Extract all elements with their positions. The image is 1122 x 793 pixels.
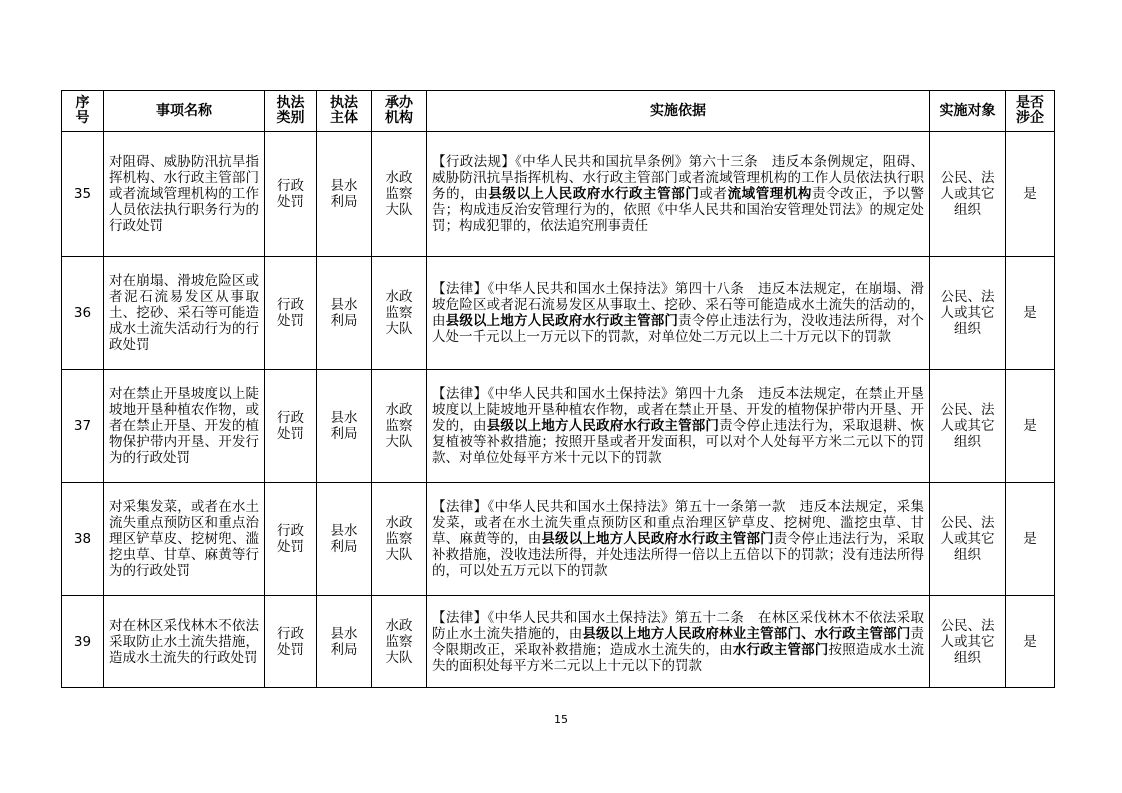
cell-subject: 县水利局: [317, 370, 372, 483]
header-enterprise: 是否涉企: [1006, 91, 1055, 132]
basis-text: 【法律】《中华人民共和国水土保持法》第四十八条 违反本法规定，在崩塌、滑坡危险区或者泥石流易发区从事取土、挖砂、采石等可能造成水土流失的活动的，由: [432, 281, 924, 329]
cell-agency: 水政监察大队: [372, 257, 427, 370]
cell-type: 行政处罚: [265, 257, 317, 370]
table-row: [62, 483, 1055, 596]
cell-agency: 水政监察大队: [372, 370, 427, 483]
basis-text: 责令停止违法行为，采取退耕、恢复植被等补救措施；按照开垦或者开发面积，可以对个人处每平方米二元以下的罚款、对单位处每平方米十元以下的罚款: [432, 418, 925, 466]
basis-authority: 县级以上地方人民政府水行政主管部门: [486, 418, 720, 434]
header-agency: 承办机构: [372, 91, 427, 132]
header-type: 执法类别: [265, 91, 317, 132]
cell-name: 对在林区采伐林木不依法采取防止水土流失措施，造成水土流失的行政处罚: [104, 596, 265, 688]
cell-agency: 水政监察大队: [372, 483, 427, 596]
table-header-row: [62, 91, 1055, 132]
cell-enterprise: 是: [1006, 596, 1055, 688]
basis-authority: 水行政主管部门: [732, 641, 829, 658]
cell-name: 对阻碍、威胁防汛抗旱指挥机构、水行政主管部门或者流域管理机构的工作人员依法执行职务行为的行政处罚: [104, 132, 265, 257]
cell-seq: 39: [62, 596, 104, 688]
basis-text: 【行政法规】《中华人民共和国抗旱条例》第六十三条 违反本条例规定，阻碍、威胁防汛抗旱指挥机构、水行政主管部门或者流域管理机构的工作人员依法执行职务的，由: [432, 154, 924, 202]
cell-basis: [427, 132, 930, 257]
cell-target: 公民、法人或其它组织: [930, 370, 1006, 483]
cell-subject: 县水利局: [317, 596, 372, 688]
basis-authority: 县级以上地方人民政府林业主管部门、水行政主管部门: [582, 625, 911, 642]
basis-authority: 县级以上人民政府水行政主管部门: [488, 186, 700, 202]
cell-name: 对在崩塌、滑坡危险区或者泥石流易发区从事取土、挖砂、采石等可能造成水土流失活动行为的行政处罚: [104, 257, 265, 370]
cell-type: 行政处罚: [265, 132, 317, 257]
table-row: [62, 370, 1055, 483]
basis-text: 责令停止违法行为，采取补救措施，没收违法所得，并处违法所得一倍以上五倍以下的罚款；没有违法所得的，可以处五万元以下的罚款: [432, 531, 925, 579]
cell-target: 公民、法人或其它组织: [930, 257, 1006, 370]
cell-enterprise: 是: [1006, 483, 1055, 596]
cell-seq: 37: [62, 370, 104, 483]
cell-seq: 36: [62, 257, 104, 370]
cell-target: 公民、法人或其它组织: [930, 132, 1006, 257]
cell-type: 行政处罚: [265, 483, 317, 596]
cell-target: 公民、法人或其它组织: [930, 483, 1006, 596]
header-basis: 实施依据: [427, 91, 930, 132]
basis-authority: 县级以上地方人民政府水行政主管部门: [445, 313, 679, 329]
table-row: [62, 257, 1055, 370]
cell-subject: 县水利局: [317, 132, 372, 257]
cell-enterprise: 是: [1006, 132, 1055, 257]
header-name: 事项名称: [104, 91, 265, 132]
cell-enterprise: 是: [1006, 257, 1055, 370]
basis-authority: 县级以上地方人民政府水行政主管部门: [541, 531, 774, 547]
cell-seq: 35: [62, 132, 104, 257]
cell-target: 公民、法人或其它组织: [930, 596, 1006, 688]
cell-seq: 38: [62, 483, 104, 596]
cell-type: 行政处罚: [265, 596, 317, 688]
cell-enterprise: 是: [1006, 370, 1055, 483]
cell-name: 对采集发菜，或者在水土流失重点预防区和重点治理区铲草皮、挖树兜、滥挖虫草、甘草、麻黄等行为的行政处罚: [104, 483, 265, 596]
cell-subject: 县水利局: [317, 483, 372, 596]
basis-text: 或者: [699, 186, 728, 202]
basis-text: 【法律】《中华人民共和国水土保持法》第五十一条第一款 违反本法规定，采集发菜，或者在水土流失重点预防区和重点治理区铲草皮、挖树兜、滥挖虫草、甘草、麻黄等的，由: [432, 499, 924, 547]
basis-text: 责令限期改正，采取补救措施；造成水土流失的，由: [432, 625, 925, 658]
basis-authority: 流域管理机构: [727, 186, 813, 202]
basis-text: 责令停止违法行为，没收违法所得，对个人处一千元以上一万元以下的罚款，对单位处二万元以上二十万元以下的罚款: [432, 313, 925, 345]
basis-text: 【法律】《中华人民共和国水土保持法》第五十二条 在林区采伐林木不依法采取防止水土流失措施的，由: [432, 609, 924, 642]
cell-basis: [427, 483, 930, 596]
enforcement-table: [61, 90, 1055, 688]
basis-text: 【法律】《中华人民共和国水土保持法》第四十九条 违反本法规定，在禁止开垦坡度以上陡坡地开垦种植农作物，或者在禁止开垦、开发的植物保护带内开垦、开发的，由: [432, 386, 924, 434]
header-seq: 序号: [62, 91, 104, 132]
table-row: [62, 596, 1055, 688]
table-row: [62, 132, 1055, 257]
cell-agency: 水政监察大队: [372, 132, 427, 257]
cell-basis: [427, 596, 930, 688]
header-subject: 执法主体: [317, 91, 372, 132]
page-number: 15: [554, 713, 568, 726]
basis-text: 责令改正，予以警告；构成违反治安管理行为的，依照《中华人民共和国治安管理处罚法》的规定处罚；构成犯罪的，依法追究刑事责任: [432, 186, 925, 234]
cell-type: 行政处罚: [265, 370, 317, 483]
cell-basis: [427, 257, 930, 370]
cell-agency: 水政监察大队: [372, 596, 427, 688]
header-target: 实施对象: [930, 91, 1006, 132]
cell-name: 对在禁止开垦坡度以上陡坡地开垦种植农作物，或者在禁止开垦、开发的植物保护带内开垦、开发行为的行政处罚: [104, 370, 265, 483]
cell-basis: [427, 370, 930, 483]
basis-text: 按照造成水土流失的面积处每平方米二元以上十元以下的罚款: [432, 641, 925, 674]
cell-subject: 县水利局: [317, 257, 372, 370]
